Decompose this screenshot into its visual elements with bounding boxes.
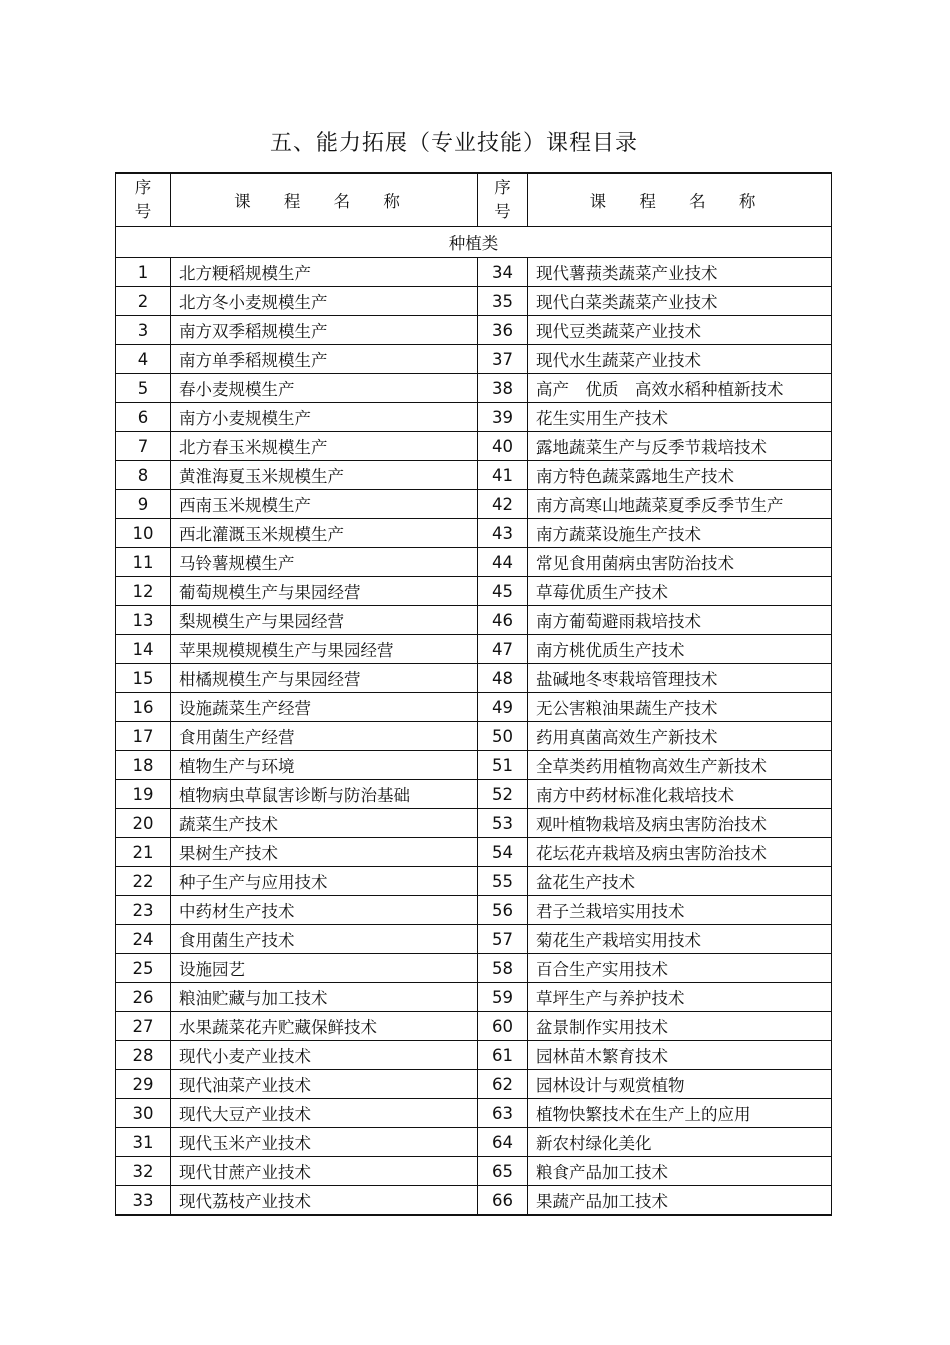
course-name-right: 南方葡萄避雨栽培技术: [528, 606, 832, 635]
course-name-right: 露地蔬菜生产与反季节栽培技术: [528, 432, 832, 461]
category-row: [116, 227, 832, 258]
table-row: [116, 1012, 832, 1041]
table-row: [116, 809, 832, 838]
category-label: 种植类: [116, 227, 832, 258]
table-row: [116, 461, 832, 490]
course-number-right: 64: [478, 1128, 528, 1157]
course-number-left: 11: [116, 548, 171, 577]
course-number-left: 32: [116, 1157, 171, 1186]
course-name-right: 全草类药用植物高效生产新技术: [528, 751, 832, 780]
course-name-right: 粮食产品加工技术: [528, 1157, 832, 1186]
course-number-right: 61: [478, 1041, 528, 1070]
seq-header-right: [478, 173, 528, 227]
course-number-right: 49: [478, 693, 528, 722]
course-number-right: 51: [478, 751, 528, 780]
table-row: [116, 635, 832, 664]
seq-header-top: 序: [494, 178, 511, 197]
course-name-left: 西南玉米规模生产: [171, 490, 478, 519]
course-number-right: 60: [478, 1012, 528, 1041]
course-number-right: 43: [478, 519, 528, 548]
course-name-right: 花生实用生产技术: [528, 403, 832, 432]
course-number-left: 29: [116, 1070, 171, 1099]
course-name-right: 盆花生产技术: [528, 867, 832, 896]
course-number-left: 25: [116, 954, 171, 983]
table-row: [116, 258, 832, 287]
course-number-left: 14: [116, 635, 171, 664]
table-row: [116, 287, 832, 316]
course-name-right: 盆景制作实用技术: [528, 1012, 832, 1041]
table-row: [116, 954, 832, 983]
course-number-right: 40: [478, 432, 528, 461]
course-name-left: 西北灌溉玉米规模生产: [171, 519, 478, 548]
course-number-left: 12: [116, 577, 171, 606]
course-number-left: 31: [116, 1128, 171, 1157]
course-number-left: 19: [116, 780, 171, 809]
course-number-right: 46: [478, 606, 528, 635]
course-number-right: 66: [478, 1186, 528, 1216]
course-number-right: 62: [478, 1070, 528, 1099]
table-row: [116, 490, 832, 519]
seq-header-bottom: 号: [494, 202, 511, 221]
course-name-right: 盐碱地冬枣栽培管理技术: [528, 664, 832, 693]
course-name-right: 南方蔬菜设施生产技术: [528, 519, 832, 548]
course-name-left: 北方春玉米规模生产: [171, 432, 478, 461]
course-number-right: 54: [478, 838, 528, 867]
course-number-left: 33: [116, 1186, 171, 1216]
course-name-right: 南方中药材标准化栽培技术: [528, 780, 832, 809]
course-name-right: 常见食用菌病虫害防治技术: [528, 548, 832, 577]
course-name-left: 葡萄规模生产与果园经营: [171, 577, 478, 606]
course-name-right: 果蔬产品加工技术: [528, 1186, 832, 1216]
course-number-left: 15: [116, 664, 171, 693]
name-header-left: 课 程 名 称: [171, 173, 478, 227]
course-name-right: 园林苗木繁育技术: [528, 1041, 832, 1070]
course-name-left: 北方粳稻规模生产: [171, 258, 478, 287]
course-number-right: 53: [478, 809, 528, 838]
course-number-left: 3: [116, 316, 171, 345]
course-name-left: 粮油贮藏与加工技术: [171, 983, 478, 1012]
course-number-left: 28: [116, 1041, 171, 1070]
course-name-left: 南方小麦规模生产: [171, 403, 478, 432]
course-number-left: 21: [116, 838, 171, 867]
course-name-right: 草莓优质生产技术: [528, 577, 832, 606]
course-number-right: 37: [478, 345, 528, 374]
course-name-right: 草坪生产与养护技术: [528, 983, 832, 1012]
course-name-right: 菊花生产栽培实用技术: [528, 925, 832, 954]
course-name-right: 君子兰栽培实用技术: [528, 896, 832, 925]
course-number-right: 42: [478, 490, 528, 519]
course-name-right: 现代豆类蔬菜产业技术: [528, 316, 832, 345]
course-name-left: 种子生产与应用技术: [171, 867, 478, 896]
course-name-right: 无公害粮油果蔬生产技术: [528, 693, 832, 722]
course-name-left: 春小麦规模生产: [171, 374, 478, 403]
course-name-right: 花坛花卉栽培及病虫害防治技术: [528, 838, 832, 867]
name-header-right: 课 程 名 称: [528, 173, 832, 227]
course-number-left: 2: [116, 287, 171, 316]
course-number-left: 13: [116, 606, 171, 635]
table-row: [116, 1128, 832, 1157]
table-row: [116, 925, 832, 954]
course-number-right: 44: [478, 548, 528, 577]
course-number-right: 48: [478, 664, 528, 693]
course-number-right: 45: [478, 577, 528, 606]
course-name-left: 现代大豆产业技术: [171, 1099, 478, 1128]
seq-header-left: [116, 173, 171, 227]
course-number-left: 10: [116, 519, 171, 548]
course-number-left: 1: [116, 258, 171, 287]
course-name-left: 黄淮海夏玉米规模生产: [171, 461, 478, 490]
course-number-left: 7: [116, 432, 171, 461]
course-name-right: 南方高寒山地蔬菜夏季反季节生产: [528, 490, 832, 519]
table-row: [116, 664, 832, 693]
course-number-left: 4: [116, 345, 171, 374]
course-name-right: 南方桃优质生产技术: [528, 635, 832, 664]
course-name-left: 设施蔬菜生产经营: [171, 693, 478, 722]
course-name-left: 果树生产技术: [171, 838, 478, 867]
course-number-right: 59: [478, 983, 528, 1012]
course-number-left: 20: [116, 809, 171, 838]
course-name-left: 苹果规模规模生产与果园经营: [171, 635, 478, 664]
course-name-left: 南方单季稻规模生产: [171, 345, 478, 374]
course-number-left: 18: [116, 751, 171, 780]
course-name-left: 中药材生产技术: [171, 896, 478, 925]
course-number-left: 26: [116, 983, 171, 1012]
course-number-right: 65: [478, 1157, 528, 1186]
course-name-right: 高产 优质 高效水稻种植新技术: [528, 374, 832, 403]
table-row: [116, 374, 832, 403]
table-row: [116, 577, 832, 606]
table-row: [116, 1041, 832, 1070]
course-name-left: 植物病虫草鼠害诊断与防治基础: [171, 780, 478, 809]
course-name-right: 现代水生蔬菜产业技术: [528, 345, 832, 374]
table-row: [116, 751, 832, 780]
course-name-left: 现代油菜产业技术: [171, 1070, 478, 1099]
table-row: [116, 519, 832, 548]
course-number-right: 58: [478, 954, 528, 983]
course-catalog-table: [115, 172, 832, 1216]
course-number-right: 39: [478, 403, 528, 432]
course-number-left: 24: [116, 925, 171, 954]
course-number-right: 41: [478, 461, 528, 490]
course-number-right: 50: [478, 722, 528, 751]
table-row: [116, 693, 832, 722]
course-name-left: 植物生产与环境: [171, 751, 478, 780]
table-header-row: [116, 173, 832, 227]
course-number-right: 57: [478, 925, 528, 954]
course-name-left: 现代甘蔗产业技术: [171, 1157, 478, 1186]
page-title: 五、能力拓展（专业技能）课程目录: [269, 131, 638, 156]
table-row: [116, 432, 832, 461]
course-number-right: 38: [478, 374, 528, 403]
table-row: [116, 345, 832, 374]
table-row: [116, 1099, 832, 1128]
course-name-left: 现代小麦产业技术: [171, 1041, 478, 1070]
course-number-left: 23: [116, 896, 171, 925]
course-name-left: 现代玉米产业技术: [171, 1128, 478, 1157]
course-name-left: 柑橘规模生产与果园经营: [171, 664, 478, 693]
course-name-left: 现代荔枝产业技术: [171, 1186, 478, 1216]
course-number-left: 17: [116, 722, 171, 751]
table-row: [116, 1186, 832, 1216]
course-name-right: 药用真菌高效生产新技术: [528, 722, 832, 751]
course-name-right: 现代白菜类蔬菜产业技术: [528, 287, 832, 316]
course-number-right: 35: [478, 287, 528, 316]
course-number-left: 9: [116, 490, 171, 519]
course-name-left: 北方冬小麦规模生产: [171, 287, 478, 316]
table-row: [116, 722, 832, 751]
course-number-left: 22: [116, 867, 171, 896]
table-row: [116, 548, 832, 577]
course-name-left: 食用菌生产经营: [171, 722, 478, 751]
course-number-left: 6: [116, 403, 171, 432]
course-number-right: 63: [478, 1099, 528, 1128]
course-name-left: 设施园艺: [171, 954, 478, 983]
course-name-right: 新农村绿化美化: [528, 1128, 832, 1157]
table-row: [116, 896, 832, 925]
course-name-right: 南方特色蔬菜露地生产技术: [528, 461, 832, 490]
table-row: [116, 983, 832, 1012]
course-number-right: 34: [478, 258, 528, 287]
table-row: [116, 316, 832, 345]
course-number-left: 8: [116, 461, 171, 490]
seq-header-top: 序: [134, 178, 152, 197]
course-number-right: 36: [478, 316, 528, 345]
table-row: [116, 838, 832, 867]
course-number-left: 16: [116, 693, 171, 722]
course-number-left: 30: [116, 1099, 171, 1128]
course-name-right: 百合生产实用技术: [528, 954, 832, 983]
course-number-right: 56: [478, 896, 528, 925]
seq-header-bottom: 号: [134, 202, 152, 221]
course-number-right: 47: [478, 635, 528, 664]
course-number-left: 27: [116, 1012, 171, 1041]
table-row: [116, 780, 832, 809]
course-name-left: 南方双季稻规模生产: [171, 316, 478, 345]
course-name-left: 食用菌生产技术: [171, 925, 478, 954]
course-name-right: 植物快繁技术在生产上的应用: [528, 1099, 832, 1128]
course-name-left: 梨规模生产与果园经营: [171, 606, 478, 635]
table-row: [116, 606, 832, 635]
course-name-left: 水果蔬菜花卉贮藏保鲜技术: [171, 1012, 478, 1041]
course-name-right: 现代薯蓣类蔬菜产业技术: [528, 258, 832, 287]
course-name-left: 蔬菜生产技术: [171, 809, 478, 838]
table-row: [116, 1070, 832, 1099]
table-row: [116, 1157, 832, 1186]
course-number-left: 5: [116, 374, 171, 403]
course-name-right: 园林设计与观赏植物: [528, 1070, 832, 1099]
course-number-right: 52: [478, 780, 528, 809]
course-name-right: 观叶植物栽培及病虫害防治技术: [528, 809, 832, 838]
course-name-left: 马铃薯规模生产: [171, 548, 478, 577]
table-row: [116, 403, 832, 432]
table-row: [116, 867, 832, 896]
course-number-right: 55: [478, 867, 528, 896]
